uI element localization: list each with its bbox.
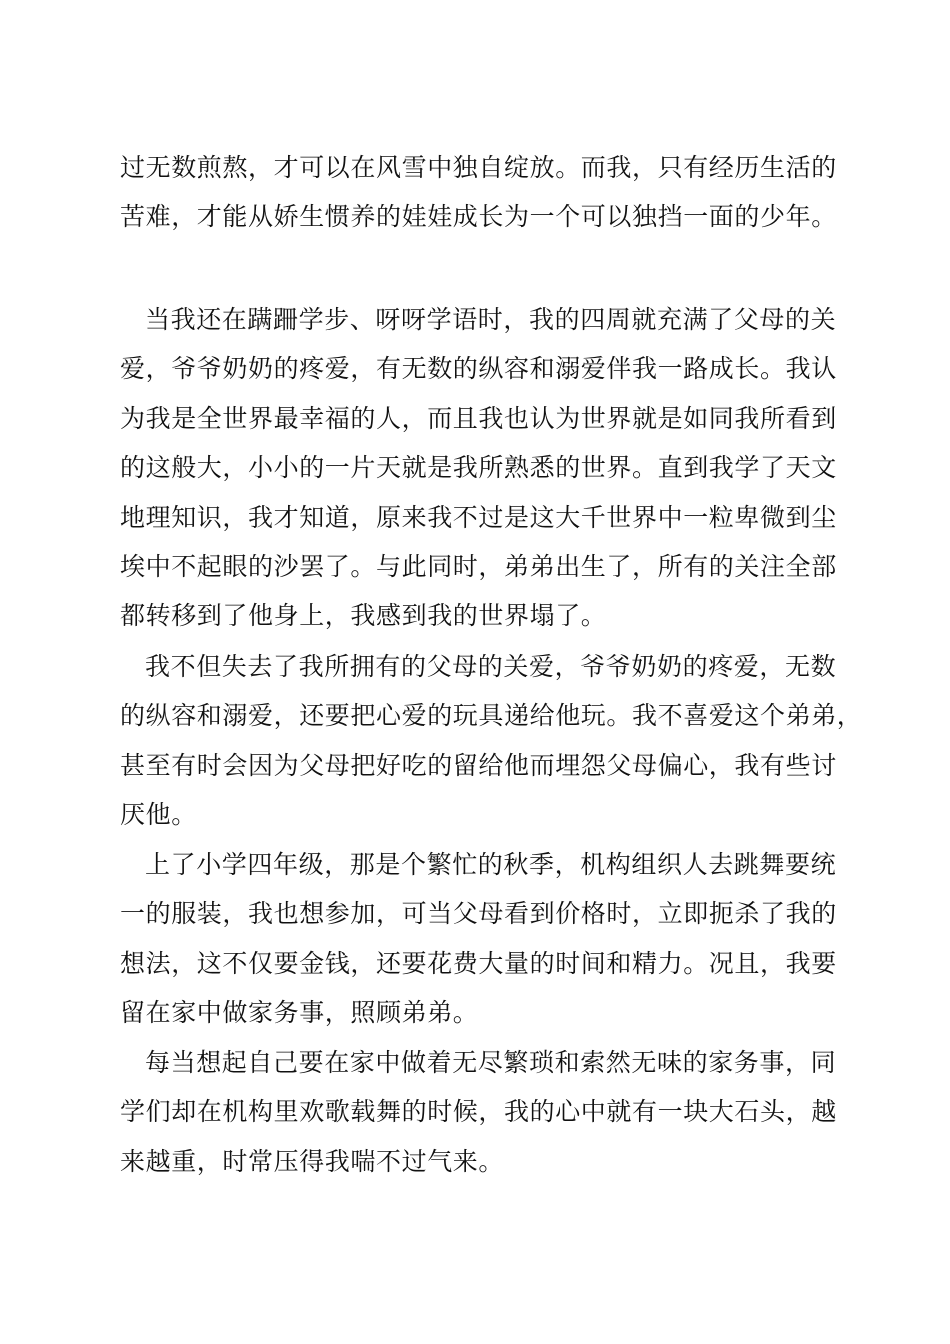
text-line: 的纵容和溺爱，还要把心爱的玩具递给他玩。我不喜爱这个弟弟，: [120, 701, 863, 731]
text-line: 我不但失去了我所拥有的父母的关爱，爷爷奶奶的疼爱，无数: [145, 652, 837, 681]
paragraph-continuation: [120, 143, 840, 242]
paragraph-chores: [120, 1038, 840, 1186]
text-line: 埃中不起眼的沙罢了。与此同时，弟弟出生了，所有的关注全部: [120, 552, 837, 582]
text-line: 苦难，才能从娇生惯养的娃娃成长为一个可以独挡一面的少年。: [120, 202, 837, 232]
text-line: 留在家中做家务事，照顾弟弟。: [120, 998, 479, 1028]
text-line: 一的服装，我也想参加，可当父母看到价格时，立即扼杀了我的: [120, 899, 837, 929]
text-line: 过无数煎熬，才可以在风雪中独自绽放。而我，只有经历生活的: [120, 153, 837, 182]
paragraph-brother: [120, 642, 863, 840]
text-line: 都转移到了他身上，我感到我的世界塌了。: [120, 601, 607, 631]
paragraph-childhood: [120, 295, 840, 641]
text-line: 甚至有时会因为父母把好吃的留给他而埋怨父母偏心，我有些讨: [120, 750, 837, 780]
text-line: 来越重，时常压得我喘不过气来。: [120, 1146, 505, 1176]
text-line: 地理知识，我才知道，原来我不过是这大千世界中一粒卑微到尘: [120, 502, 837, 532]
text-line: 当我还在蹒跚学步、呀呀学语时，我的四周就充满了父母的关: [145, 305, 837, 334]
text-line: 爱，爷爷奶奶的疼爱，有无数的纵容和溺爱伴我一路成长。我认: [120, 354, 837, 384]
paragraph-dance: [120, 840, 840, 1038]
text-line: 上了小学四年级，那是个繁忙的秋季，机构组织人去跳舞要统: [145, 850, 837, 879]
text-line: 学们却在机构里欢歌载舞的时候，我的心中就有一块大石头，越: [120, 1097, 837, 1127]
text-line: 想法，这不仅要金钱，还要花费大量的时间和精力。况且，我要: [120, 948, 837, 978]
text-line: 的这般大，小小的一片天就是我所熟悉的世界。直到我学了天文: [120, 453, 837, 483]
text-line: 为我是全世界最幸福的人，而且我也认为世界就是如同我所看到: [120, 403, 837, 433]
text-line: 厌他。: [120, 800, 197, 830]
text-line: 每当想起自己要在家中做着无尽繁琐和索然无味的家务事，同: [145, 1048, 837, 1077]
